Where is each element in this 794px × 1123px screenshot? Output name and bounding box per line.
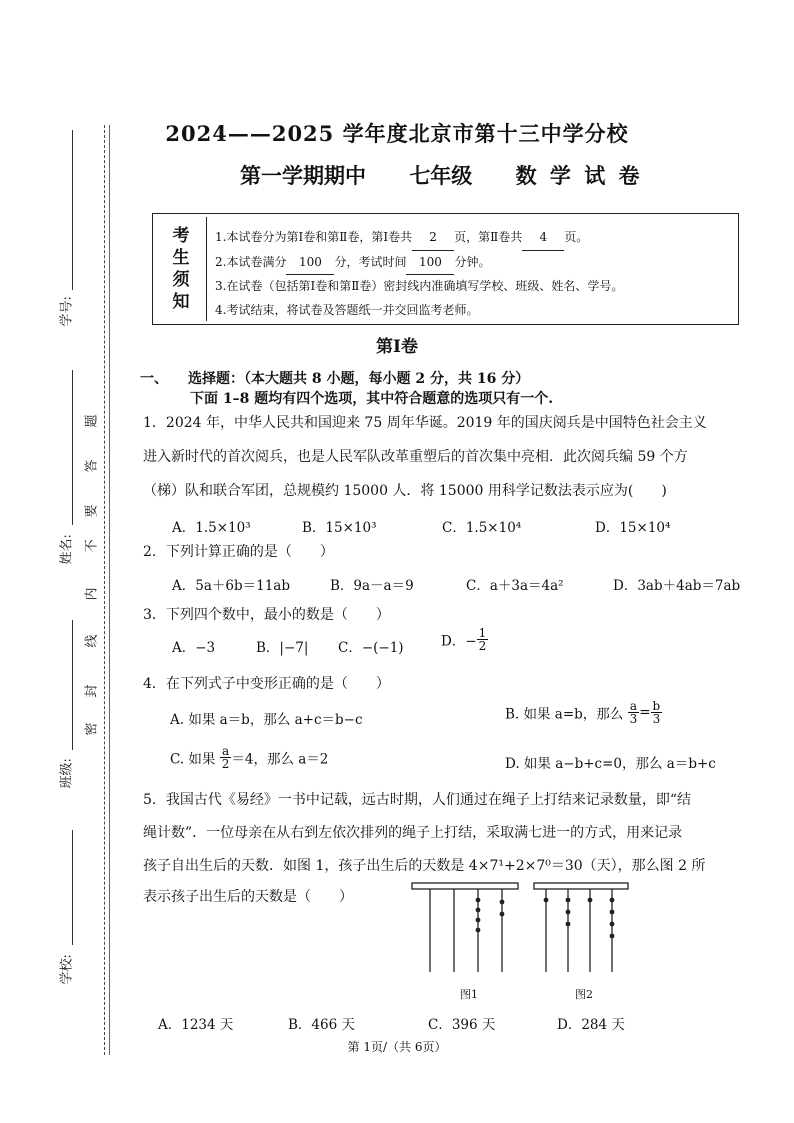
q3-option-c: C．−(−1) [338, 640, 404, 656]
rope-bar [534, 883, 628, 889]
page-footer: 第 1页/（共 6页） [347, 1040, 447, 1054]
q5-option-b: B．466 天 [288, 1017, 355, 1033]
notice-items [215, 226, 623, 322]
q3-stem: 3．下列四个数中，最小的数是（ ） [143, 607, 390, 623]
seal-char: 密 [84, 722, 100, 736]
school-line [72, 830, 73, 945]
seal-char: 要 [84, 504, 100, 518]
q5-line2: 绳计数”．一位母亲在从右到左依次排列的绳子上打结，采取满七进一的方式，用来记录 [143, 825, 683, 841]
figure-2-label: 图2 [575, 988, 593, 1001]
q1-option-a: A．1.5×10³ [172, 520, 251, 536]
figure-1 [410, 880, 522, 975]
school-label: 学校: [59, 954, 75, 985]
q2-stem: 2．下列计算正确的是（ ） [143, 544, 334, 560]
q2-option-c: C．a＋3a＝4a² [466, 578, 564, 594]
q1-option-c: C．1.5×10⁴ [442, 520, 522, 536]
knot [588, 898, 593, 903]
name-label: 姓名: [59, 534, 75, 565]
exam-time: 100 [406, 251, 454, 276]
q3-option-b-value: |−7| [279, 640, 309, 656]
q3-option-d-label: D．− [441, 633, 477, 650]
notice-label-char: 考 [172, 226, 190, 246]
grade-label: 七年级 [409, 163, 473, 188]
q3-option-d [441, 627, 488, 652]
q5-line4: 表示孩子出生后的天数是（ ） [143, 889, 353, 905]
notice-item-1 [215, 226, 623, 251]
notice-text: 1.本试卷分为第Ⅰ卷和第Ⅱ卷，第Ⅰ卷共 [215, 230, 413, 244]
notice-label [156, 217, 207, 321]
seal-char: 题 [84, 414, 100, 428]
class-line [72, 620, 73, 750]
knot [610, 910, 615, 915]
class-label: 班级: [59, 758, 75, 789]
q2-option-a: A．5a＋6b＝11ab [172, 578, 290, 594]
fraction-numerator: a [628, 700, 640, 713]
notice-text: 页。 [564, 230, 589, 244]
term-label: 第一学期期中 [240, 163, 366, 188]
exam-subtitle [240, 160, 679, 190]
knot [476, 908, 481, 913]
q3-option-b-label: B． [256, 640, 280, 656]
notice-item-3: 3.在试卷（包括第Ⅰ卷和第Ⅱ卷）密封线内准确填写学校、班级、姓名、学号。 [215, 279, 624, 293]
student-id-label: 学号: [59, 296, 75, 327]
knot [500, 900, 505, 905]
knot [476, 928, 481, 933]
q4-option-a: A. 如果 a＝b，那么 a+c＝b−c [170, 712, 363, 728]
exam-title: 2024——2025 学年度北京市第十三中学分校 [165, 121, 629, 146]
seal-char: 内 [84, 587, 100, 601]
q1-line3: （梯）队和联合军团，总规模约 15000 人．将 15000 用科学记数法表示应为( ) [143, 483, 667, 499]
q5-option-a: A．1234 天 [158, 1017, 234, 1033]
q1-option-b: B．15×10³ [302, 520, 377, 536]
part-heading: 选择题：（本大题共 8 小题，每小题 2 分，共 16 分） [188, 371, 530, 387]
rope-bar [412, 883, 518, 889]
q4-option-c-fraction [220, 745, 232, 770]
figure-1-label: 图1 [460, 988, 478, 1001]
knot [476, 918, 481, 923]
binding-line-dashed [104, 125, 105, 1055]
notice-item-2 [215, 251, 623, 276]
q4-option-c [170, 745, 328, 770]
q2-option-b: B．9a－a＝9 [330, 578, 414, 594]
q4-option-d: D. 如果 a−b+c=0，那么 a＝b+c [505, 756, 716, 772]
knot [566, 898, 571, 903]
q3-option-d-fraction [477, 627, 489, 652]
knot [610, 922, 615, 927]
name-line [72, 370, 73, 525]
binding-line-solid [109, 125, 110, 1055]
notice-item-4: 4.考试结束，将试卷及答题纸一并交回监考老师。 [215, 302, 479, 317]
full-score: 100 [286, 251, 334, 276]
notice-box [152, 213, 739, 325]
notice-text: 页，第Ⅱ卷共 [454, 230, 523, 244]
subject-label: 数 学 试 卷 [515, 163, 643, 188]
q4-option-c-post: ＝4，那么 a＝2 [231, 751, 329, 768]
part-subheading: 下面 1–8 题均有四个选项，其中符合题意的选项只有一个. [190, 391, 554, 407]
q4-option-b-equals: = [639, 704, 651, 721]
q5-line1: 5．我国古代《易经》一书中记载，远古时期，人们通过在绳子上打结来记录数量，即“结 [143, 792, 692, 808]
knot [476, 898, 481, 903]
q5-option-d: D．284 天 [557, 1017, 625, 1033]
seal-char: 封 [84, 684, 100, 698]
q5-line3: 孩子自出生后的天数．如图 1，孩子出生后的天数是 4×7¹+2×7⁰＝30（天），那么图 2 所 [143, 858, 706, 874]
notice-label-char: 知 [172, 292, 190, 312]
q1-option-d: D．15×10⁴ [595, 520, 671, 536]
fraction-numerator: 1 [478, 626, 487, 640]
notice-text: 分，考试时间 [334, 254, 407, 269]
knot [544, 898, 549, 903]
knot [610, 898, 615, 903]
fraction-denominator: 2 [478, 639, 487, 653]
section-title: 第Ⅰ卷 [376, 337, 418, 357]
page-count-2: 4 [522, 226, 564, 251]
q4-option-c-pre: C. 如果 [170, 751, 216, 768]
q3-option-a: A．−3 [172, 640, 216, 656]
knot [500, 912, 505, 917]
page-count-1: 2 [412, 226, 454, 251]
student-id-line [72, 130, 73, 290]
q4-stem: 4．在下列式子中变形正确的是（ ） [143, 676, 390, 692]
fraction-numerator: b [652, 699, 661, 713]
notice-text: 分钟。 [454, 254, 491, 269]
q3-option-b [256, 636, 308, 656]
notice-text: 2.本试卷满分 [215, 254, 287, 269]
notice-label-char: 须 [172, 270, 190, 290]
notice-label-char: 生 [172, 248, 190, 268]
knot [566, 922, 571, 927]
fraction-denominator: 3 [629, 712, 638, 726]
q1-line2: 进入新时代的首次阅兵，也是人民军队改革重塑后的首次集中亮相．此次阅兵编 59 个方 [143, 449, 688, 465]
part-number: 一、 [140, 371, 168, 387]
fraction-denominator: 2 [221, 757, 230, 771]
q4-option-b-text: B. 如果 a=b，那么 [505, 706, 624, 723]
seal-char: 不 [84, 539, 100, 553]
q4-option-b-fraction-a [628, 700, 640, 725]
knot [566, 910, 571, 915]
q4-option-b [505, 700, 662, 725]
q4-option-b-fraction-b [651, 700, 663, 725]
q2-option-d: D．3ab＋4ab＝7ab [613, 578, 741, 594]
figure-2 [532, 880, 632, 975]
q5-option-c: C．396 天 [428, 1017, 496, 1033]
fraction-denominator: 3 [652, 712, 661, 726]
fraction-numerator: a [220, 745, 232, 758]
knot [610, 934, 615, 939]
seal-char: 线 [84, 634, 100, 648]
seal-char: 答 [84, 459, 100, 473]
q1-line1: 1．2024 年，中华人民共和国迎来 75 周年华诞。2019 年的国庆阅兵是中国特色社会主义 [143, 415, 707, 431]
